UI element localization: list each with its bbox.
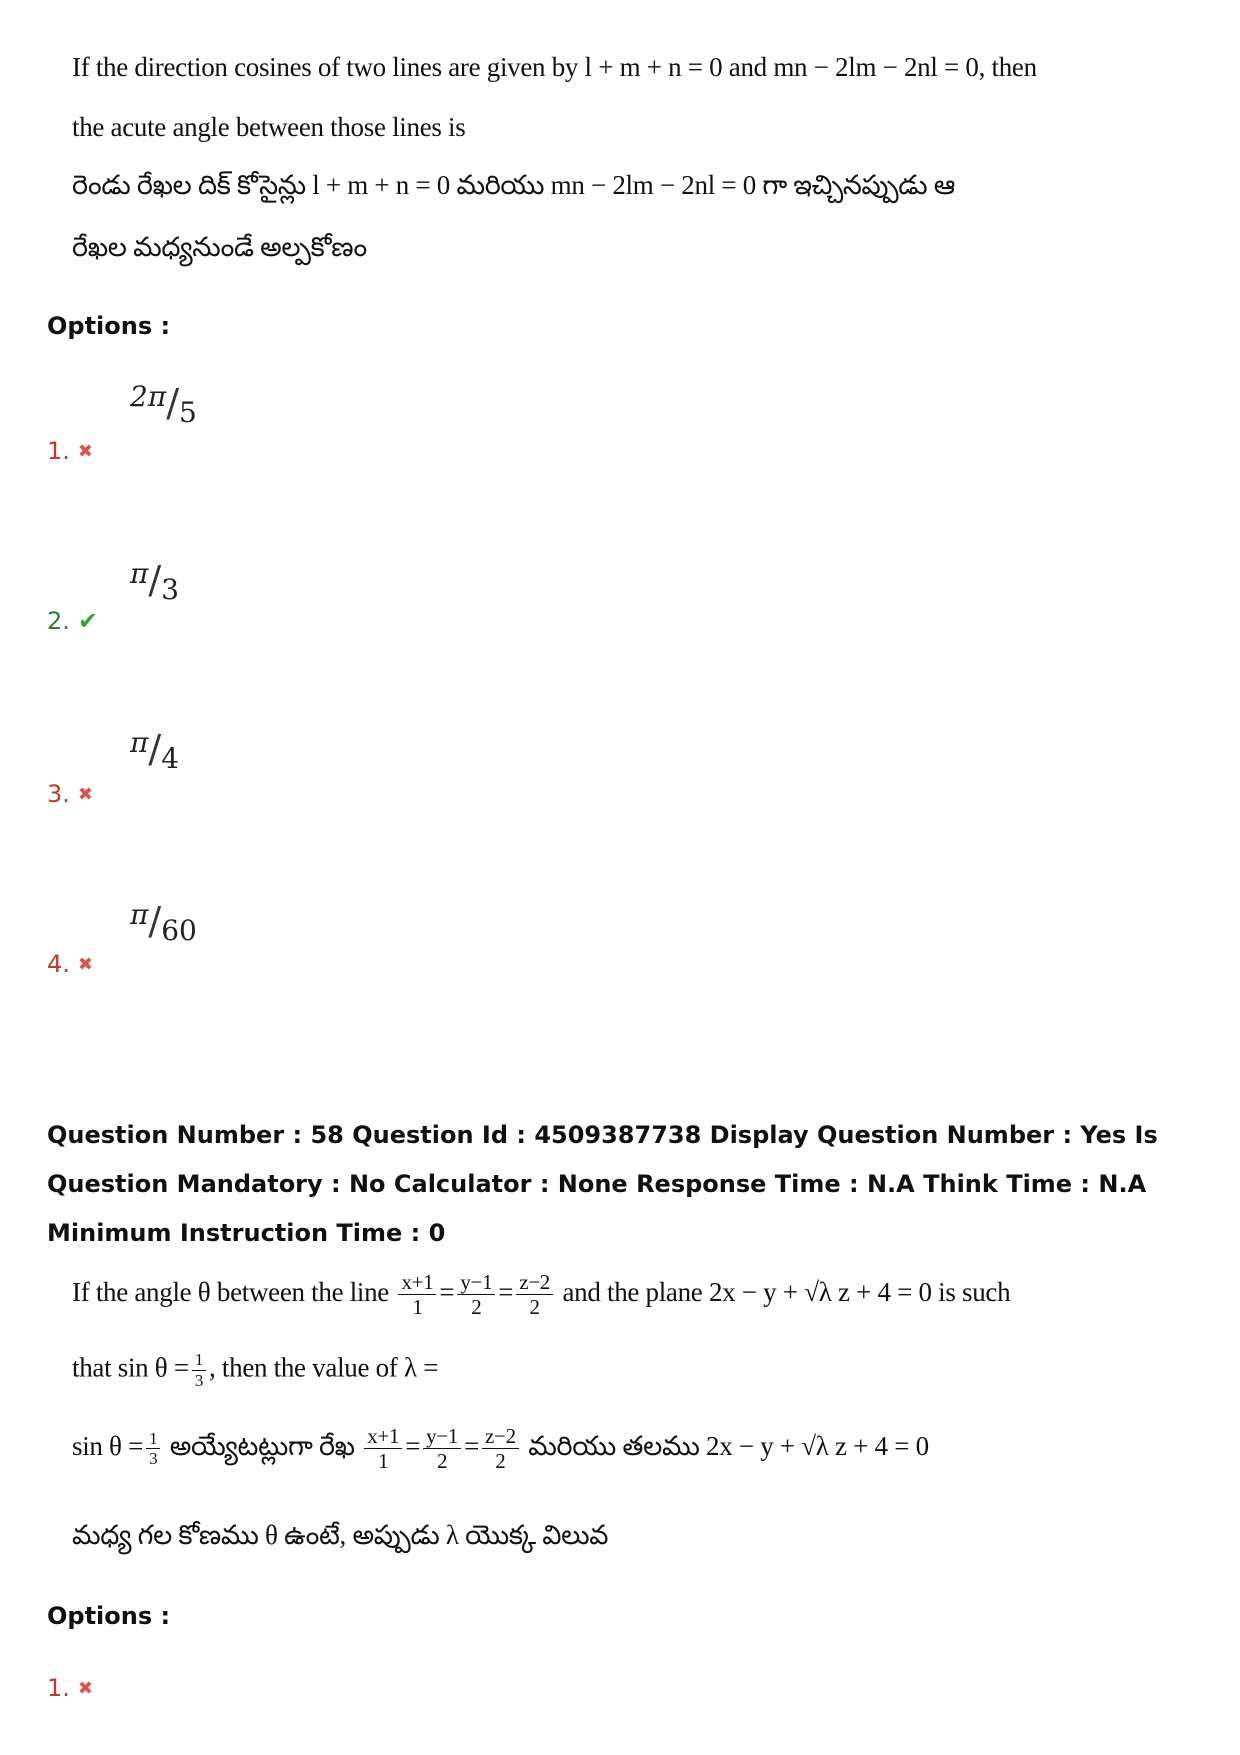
q58-option-1 [47, 1674, 93, 1702]
q57-text-line-1: If the direction cosines of two lines are given by l + m + n = 0 and mn − 2lm − 2nl = 0, then [72, 52, 1037, 82]
q57-text-line-4-telugu: రేఖల మధ్యనుండే అల్పకోణం [72, 232, 367, 262]
fraction-y: $\frac{y-1}{2}$ [423, 1424, 461, 1473]
fraction-sin: $\frac{1}{3}$ [192, 1350, 206, 1390]
fraction-sin: $\frac{1}{3}$ [146, 1429, 160, 1469]
option-2 [47, 607, 98, 635]
fraction-z: $\frac{z-2}{2}$ [482, 1424, 519, 1473]
fraction-z: $\frac{z-2}{2}$ [516, 1270, 553, 1319]
q58-text-line-3-telugu: sin θ = $\frac{1}{3}$ అయ్యేటట్లుగా రేఖ $\frac{x+1}{1}$ = $\frac{y-1}{2}$ = $\frac{z-2}{2}$ మరియు తలము 2x − y + √λ z + 4 = 0 [72, 1424, 929, 1474]
fraction-x: $\frac{x+1}{1}$ [398, 1270, 436, 1319]
check-icon: ✔ [77, 607, 99, 635]
cross-icon: ✖ [77, 954, 93, 975]
option-4 [47, 950, 93, 978]
cross-icon: ✖ [77, 441, 93, 462]
question-58-metadata: Question Number : 58 Question Id : 4509387738 Display Question Number : Yes Is Question Mandatory : No Calculator : None Response Time : N.A Think Time : N.A Minimum Instruction Time : 0 [47, 1121, 1158, 1247]
fraction-y: $\frac{y-1}{2}$ [457, 1270, 495, 1319]
option-4-value: π/60 [130, 898, 197, 947]
option-number: 1. [47, 1674, 70, 1702]
q58-text-line-4-telugu: మధ్య గల కోణము θ ఉంటే, అప్పుడు λ యొక్క విలువ [72, 1520, 609, 1550]
option-1 [47, 437, 93, 465]
q58-text-line-2: that sin θ = $\frac{1}{3}$ , then the value of λ = [72, 1350, 439, 1390]
option-number: 4. [47, 950, 70, 978]
option-number: 3. [47, 780, 70, 808]
q57-text-line-2: the acute angle between those lines is [72, 112, 466, 142]
option-1-value: 2π/5 [130, 380, 197, 429]
cross-icon: ✖ [77, 1678, 93, 1699]
options-heading: Options : [47, 1602, 171, 1630]
cross-icon: ✖ [77, 784, 93, 805]
q58-text-line-1: If the angle θ between the line $\frac{x+1}{1}$ = $\frac{y-1}{2}$ = $\frac{z-2}{2}$ and the plane 2x − y + √λ z + 4 = 0 is such [72, 1270, 1011, 1320]
option-number: 2. [47, 607, 70, 635]
options-heading: Options : [47, 312, 171, 340]
option-2-value: π/3 [130, 557, 180, 606]
option-number: 1. [47, 437, 70, 465]
q57-text-line-3-telugu: రెండు రేఖల దిక్ కోసైన్లు l + m + n = 0 మరియు mn − 2lm − 2nl = 0 గా ఇచ్చినప్పుడు ఆ [72, 170, 955, 200]
option-3 [47, 780, 93, 808]
option-3-value: π/4 [130, 726, 180, 775]
fraction-x: $\frac{x+1}{1}$ [364, 1424, 402, 1473]
